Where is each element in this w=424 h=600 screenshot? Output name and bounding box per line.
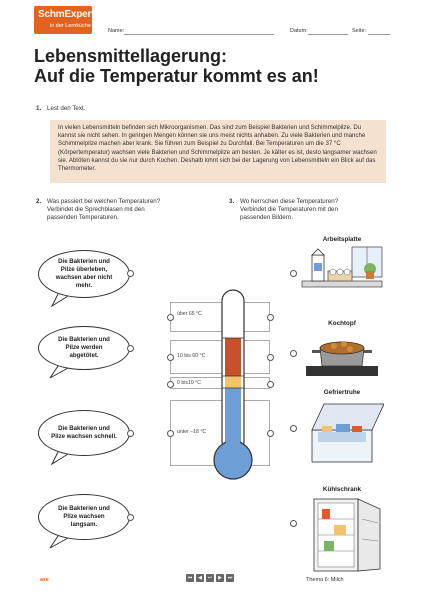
fridge-illustration <box>300 495 384 573</box>
publisher-logo: aze <box>40 577 49 583</box>
counter-illustration <box>300 245 384 297</box>
bubble-1: Die Bakterien und Pilze überleben, wachsen aber nicht mehr. <box>38 250 130 298</box>
title-line-2: Auf die Temperatur kommt es an! <box>34 66 319 86</box>
logo-subtitle: in der Lernküche <box>50 23 91 29</box>
info-text-box: In vielen Lebensmitteln befinden sich Mikroorganismen. Das sind zum Beispiel Bakterien und Schimmelpilze. Du kannst sie nicht sehen. In geringen Mengen können sie uns meist nichts anhaben. Zu viele Bakterien und manche Schimmelpilze machen aber krank. Sie führen zum Beispiel zu Durchfall. Bei Temperaturen um die 37 °C (Körpertemperatur) wachsen viele Bakterien und Schimmelpilze am besten. Je kälter es ist, desto langsamer wachsen sie. Abtöten kannst du sie nur durch Kochen. Deshalb lohnt sich bei der Lagerung von Lebensmitteln ein Blick auf das Thermometer. <box>50 120 386 183</box>
place-connector-3[interactable] <box>290 425 297 432</box>
temp-label-over-65: über 65 °C <box>177 311 202 317</box>
task-3-number: 3. <box>229 198 235 205</box>
task-3-line-2: Verbindet die Temperaturen mit den <box>240 206 338 213</box>
place-connector-1[interactable] <box>290 270 297 277</box>
first-page-icon[interactable]: ⏮ <box>187 575 193 581</box>
task-1-text: Lest den Text. <box>47 105 86 112</box>
side-credits-strip <box>409 280 417 580</box>
title-line-1: Lebensmittellagerung: <box>34 46 228 66</box>
task-3-line-1: Wo herrschen diese Temperaturen? <box>240 198 339 205</box>
bubble-3: Die Bakterien und Pilze wachsen schnell. <box>38 410 130 456</box>
task-3-line-3: passenden Bildern. <box>240 214 293 221</box>
page-label: Seite: <box>352 28 367 34</box>
next-page-icon[interactable]: ▶ <box>216 574 224 582</box>
task-2-line-1: Was passiert bei welchen Temperaturen? <box>47 198 161 205</box>
place-label-freezer: Gefriertruhe <box>323 389 361 396</box>
back-icon[interactable]: ↩ <box>207 575 213 581</box>
topic-label: Thema 6: Milch <box>306 577 344 583</box>
last-page-icon[interactable]: ⏭ <box>227 575 233 581</box>
logo-title: SchmExperten <box>38 9 106 20</box>
place-label-counter: Arbeitsplatte <box>322 236 362 243</box>
bubble-2: Die Bakterien und Pilze werden abgetötet. <box>38 326 130 370</box>
name-label: Name: <box>108 28 125 34</box>
temp-label-0-10: 0 bis10 °C <box>177 380 201 386</box>
task-1-number: 1. <box>36 105 42 112</box>
bubble-4: Die Bakterien und Pilze wachsen langsam. <box>38 494 130 540</box>
task-2-line-2: Verbindet die Sprechblasen mit den <box>47 206 145 213</box>
place-label-fridge: Kühlschrank <box>322 486 362 493</box>
place-connector-2[interactable] <box>290 350 297 357</box>
task-2-number: 2. <box>36 198 42 205</box>
cooking-pot-illustration <box>300 330 384 382</box>
previous-page-icon[interactable]: ◀ <box>196 574 204 582</box>
place-label-pot: Kochtopf <box>328 320 356 327</box>
task-2-line-3: passenden Temperaturen. <box>47 214 119 221</box>
place-connector-4[interactable] <box>290 520 297 527</box>
temp-label-10-60: 10 bis 60 °C <box>177 353 206 359</box>
date-label: Datum: <box>290 28 308 34</box>
temp-label-under-18: unter –18 °C <box>177 429 207 435</box>
freezer-illustration <box>300 400 384 466</box>
